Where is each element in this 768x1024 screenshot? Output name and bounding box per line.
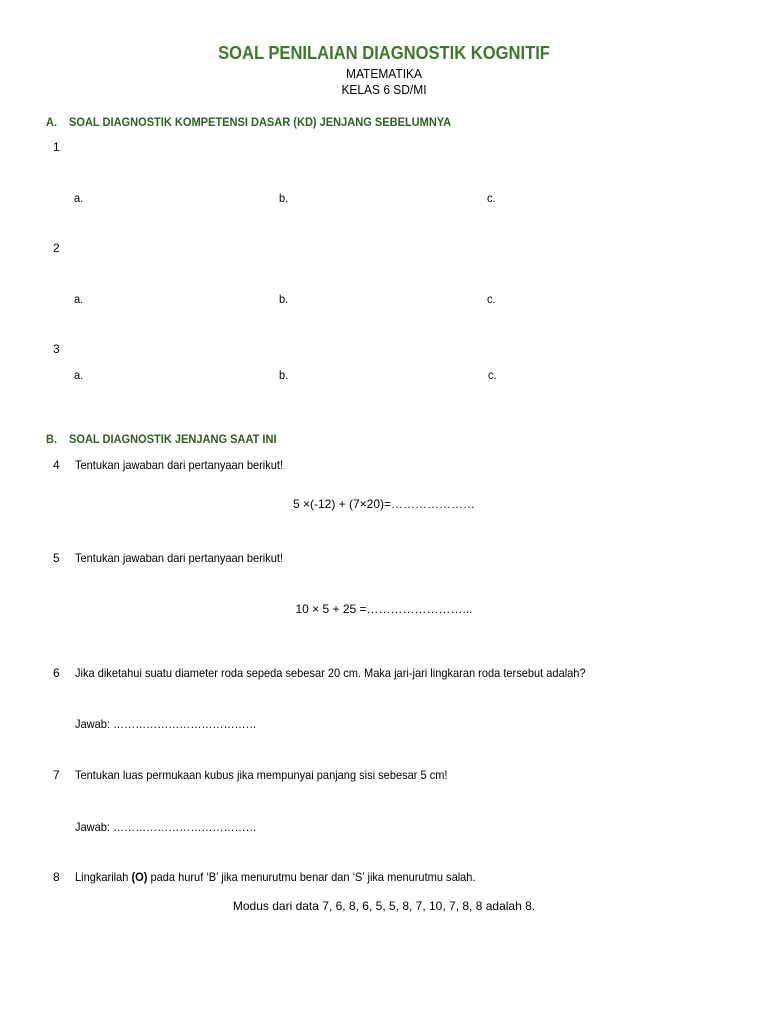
question-text: Tentukan luas permukaan kubus jika mempunyai panjang sisi sebesar 5 cm! [75,768,448,782]
option-b: b. [279,292,289,306]
circle-symbol: (O) [131,870,148,884]
option-a: a. [74,191,84,205]
question-number: 2 [53,241,60,255]
question-number: 6 [53,666,60,680]
question-text: Tentukan jawaban dari pertanyaan berikut! [75,551,284,565]
question-text: Jika diketahui suatu diameter roda sepeda sebesar 20 cm. Maka jari-jari lingkaran roda tersebut adalah? [75,666,586,680]
question-number: 3 [53,342,60,356]
math-expression: 5 ×(-12) + (7×20)=………………… [292,497,476,511]
math-expression: 10 × 5 + 25 =……………………... [295,602,473,616]
question-text: Tentukan jawaban dari pertanyaan berikut! [75,458,284,472]
option-c: c. [487,292,496,306]
option-a: a. [74,292,84,306]
option-c: c. [487,191,496,205]
option-b: b. [279,368,289,382]
answer-line: Jawab: ………………………………… [75,717,257,731]
option-c: c. [488,368,497,382]
answer-line: Jawab: ………………………………… [75,820,257,834]
instruction-text: Lingkarilah [75,870,132,884]
option-b: b. [279,191,289,205]
question-number: 4 [53,458,60,472]
question-number: 7 [53,768,60,782]
section-a-title: SOAL DIAGNOSTIK KOMPETENSI DASAR (KD) JENJANG SEBELUMNYA [69,115,452,129]
question-text [75,871,476,883]
section-b-title: SOAL DIAGNOSTIK JENJANG SAAT INI [69,432,277,446]
question-number: 8 [53,870,60,884]
question-number: 5 [53,551,60,565]
grade-label: KELAS 6 SD/MI [341,82,427,97]
page-title: SOAL PENILAIAN DIAGNOSTIK KOGNITIF [218,43,550,63]
subject-label: MATEMATIKA [346,66,422,81]
section-a-letter: A. [46,115,58,129]
question-number: 1 [53,140,60,154]
option-a: a. [74,368,84,382]
section-b-letter: B. [46,432,58,446]
statement-text: Modus dari data 7, 6, 8, 6, 5, 5, 8, 7, 10, 7, 8, 8 adalah 8. [232,899,536,913]
instruction-text-rest: pada huruf ‘B’ jika menurutmu benar dan ‘S’ jika menurutmu salah. [147,870,476,884]
